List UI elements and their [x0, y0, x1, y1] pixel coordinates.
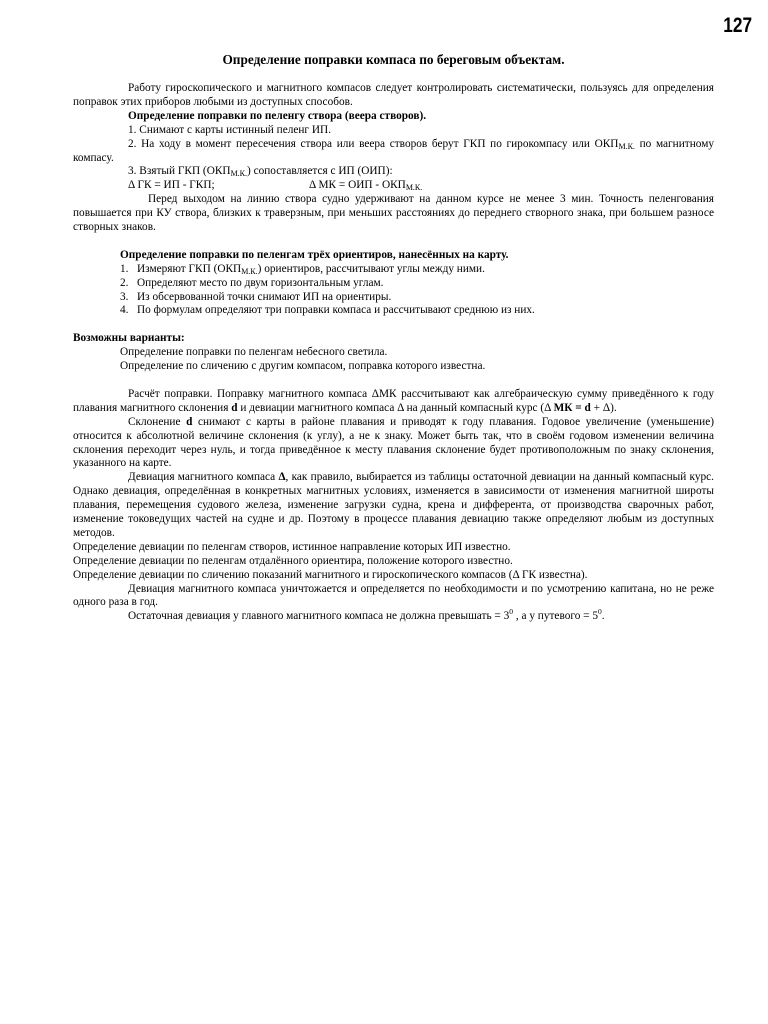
intro-paragraph: Работу гироскопического и магнитного компасов следует контролировать систематически, пользуясь для определения поправок этих приборов любыми из доступных способов. — [73, 82, 714, 108]
deviation-method-2: Определение девиации по пеленгам отдалённого ориентира, положение которого известно. — [73, 554, 513, 567]
section-heading-range-bearing: Определение поправки по пеленгу створа (веера створов). — [128, 109, 427, 122]
step-2: 2. На ходу в момент пересечения створа или веера створов берут ГКП по гирокомпасу или $ОКП_{М.К.}$ по магнитному компасу. — [73, 137, 714, 164]
calc-paragraph: Расчёт поправки. Поправку магнитного компаса ΔМК рассчитывают как алгебраическую сумму приведённого к году плавания магнитного склонения d и девиации магнитного компаса Δ на данный компасный курс (Δ МК = d + Δ). — [73, 387, 714, 414]
page-title: Определение поправки компаса по береговым объектам. — [222, 52, 565, 67]
page-number: 127 — [723, 14, 752, 37]
range-note: Перед выходом на линию створа судно удерживают на данном курсе не менее 3 мин. Точность пеленгования повышается при КУ створа, близких к траверзным, при меньших расстояниях до переднего створного знака, при большем разносе створных знаков. — [73, 193, 714, 234]
step-1: 1. Снимают с карты истинный пеленг ИП. — [128, 123, 332, 136]
step-3: 3. Взятый ГКП $(ОКП_{М.К.})$ сопоставляется с ИП (ОИП): — [128, 165, 393, 179]
list-item: 4. По формулам определяют три поправки компаса и рассчитывают среднюю из них. — [120, 304, 535, 317]
document-body — [73, 52, 714, 624]
list-item: 1. Измеряют ГКП $(ОКП_{М.К.})$ ориентиров, рассчитывают углы между ними. — [120, 262, 485, 276]
list-item: 2. Определяют место по двум горизонтальным углам. — [120, 276, 384, 289]
list-item: 3. Из обсервованной точки снимают ИП на ориентиры. — [120, 290, 392, 303]
formula-magnetic: Δ МК = ОИП - $ОКП_{М.К.}$ — [309, 179, 423, 193]
formula-line — [73, 179, 714, 193]
three-objects-list — [73, 263, 714, 319]
variant-2: Определение по сличению с другим компасом, поправка которого известна. — [120, 360, 486, 373]
formula-gyro: Δ ГК = ИП - ГКП; — [128, 179, 215, 192]
deviation-method-3: Определение девиации по сличению показаний магнитного и гироскопического компасов (Δ ГК известна). — [73, 568, 588, 581]
deviation-paragraph: Девиация магнитного компаса Δ, как правило, выбирается из таблицы остаточной девиации на данный компасный курс. Однако девиация, определённая в конкретных магнитных условиях, изменяется в зависимости от изменения магнитной широты плавания, перемещения судового железа, изменение загрузки судна, крена и дифферента, от производства сварочных работ, изменение токоведущих частей на судне и др. Поэтому в процессе плавания девиацию также определяют любым из доступных методов. — [73, 471, 714, 539]
residual-deviation-paragraph: Остаточная девиация у главного магнитного компаса не должна превышать = $3^0$ , а у путевого = $5^0$. — [128, 607, 605, 623]
variant-1: Определение поправки по пеленгам небесного светила. — [120, 346, 388, 359]
deviation-removal-paragraph: Девиация магнитного компаса уничтожается и определяется по необходимости и по усмотрению капитана, но не реже одного раза в год. — [73, 582, 714, 609]
section-heading-variants: Возможны варианты: — [73, 332, 185, 345]
declination-paragraph: Склонение d снимают с карты в районе плавания и приводят к году плавания. Годовое увеличение (уменьшение) относится к абсолютной величине склонения (к углу), а не к знаку. Может быть так, что в своём годовом изменении величина склонения переходит через нуль, и тогда приведённое к месту плавания склонение будет противоположным по знаку склонения, указанного на карте. — [73, 415, 714, 470]
section-heading-three-objects: Определение поправки по пеленгам трёх ориентиров, нанесённых на карту. — [120, 248, 509, 261]
deviation-method-1: Определение девиации по пеленгам створов, истинное направление которых ИП известно. — [73, 540, 511, 553]
